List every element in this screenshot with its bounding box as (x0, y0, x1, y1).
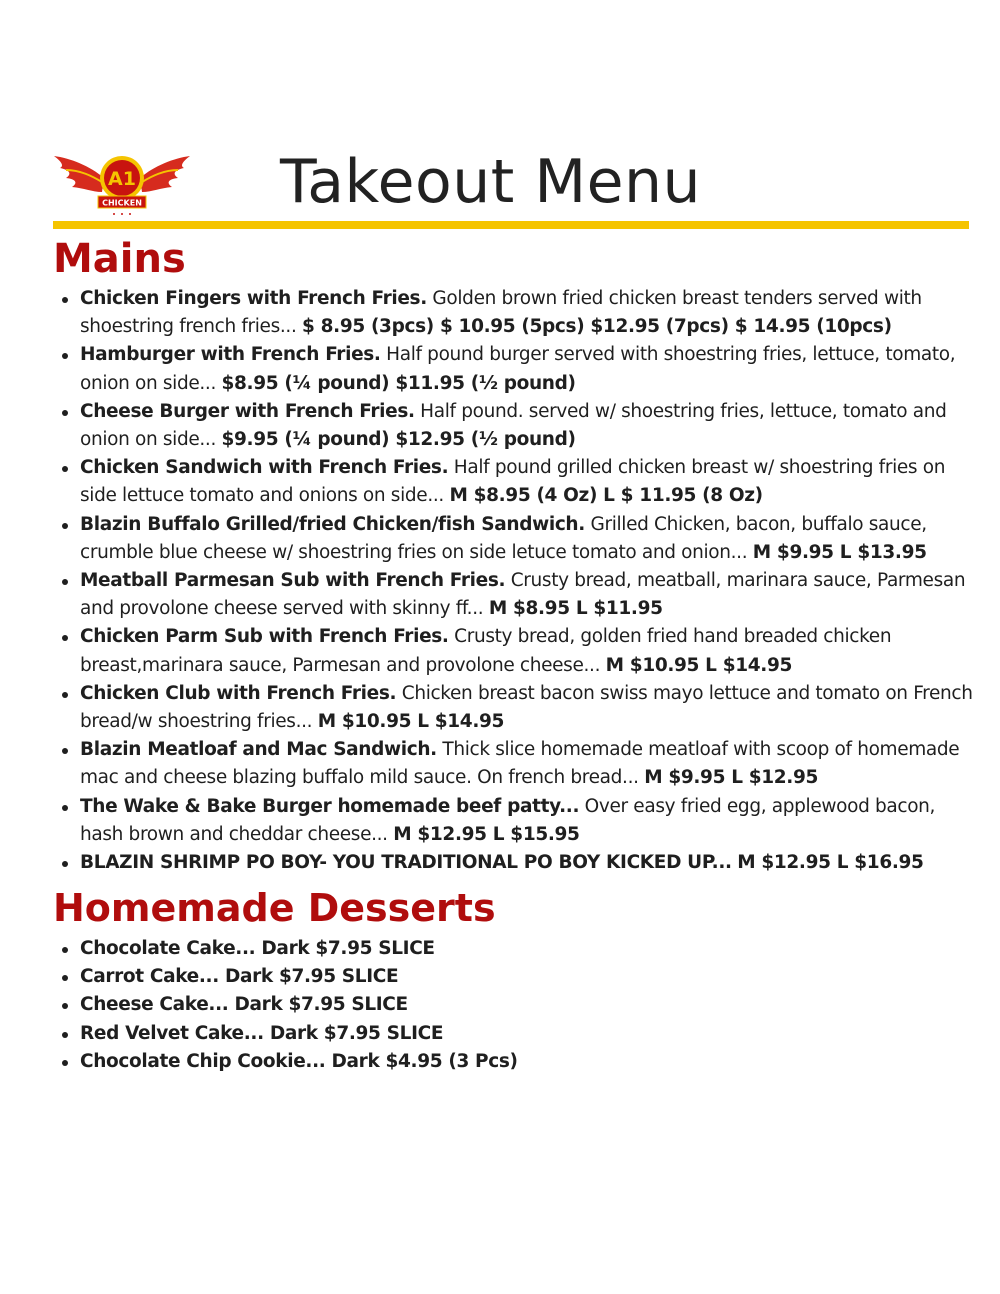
item-price: M $10.95 L $14.95 (317, 711, 505, 733)
menu-item (53, 793, 973, 849)
item-name: Cheese Burger with French Fries. (80, 400, 415, 422)
menu-item (53, 736, 973, 792)
page-header (52, 140, 970, 232)
item-name: Chicken Fingers with French Fries. (80, 288, 427, 309)
item-description: Grilled Chicken, bacon, buffalo sauce, crumble blue cheese w/ shoestring fries on side letuce tomato and onion... (80, 513, 927, 563)
menu-item (53, 567, 973, 623)
mains-list (53, 285, 973, 877)
header-divider (53, 221, 969, 229)
item-name: Chicken Club with French Fries. (80, 682, 397, 704)
menu-item (53, 341, 973, 397)
item-description: Over easy fried egg, applewood bacon, hash brown and cheddar cheese... (80, 795, 936, 845)
dessert-item: Cheese Cake... Dark $7.95 SLICE (53, 991, 973, 1019)
menu-item (53, 849, 973, 877)
item-price: M $12.95 L $16.95 (737, 852, 924, 874)
menu-item (53, 285, 973, 341)
item-name: The Wake & Bake Burger homemade beef patty... (80, 795, 580, 817)
item-price: $9.95 (¼ pound) $12.95 (½ pound) (221, 429, 576, 451)
item-price: M $8.95 (4 Oz) L $ 11.95 (8 Oz) (449, 485, 763, 507)
item-description: Golden brown fried chicken breast tenders served with shoestring french fries... (80, 288, 922, 338)
item-description: Half pound grilled chicken breast w/ shoestring fries on side lettuce tomato and onions on side... (80, 457, 946, 507)
item-name: Blazin Meatloaf and Mac Sandwich. (80, 739, 437, 761)
item-description: Half pound burger served with shoestring fries, lettuce, tomato, onion on side... (80, 344, 956, 394)
page-title: Takeout Menu (280, 147, 702, 217)
item-name: Chicken Sandwich with French Fries. (80, 457, 449, 479)
item-description: Half pound. served w/ shoestring fries, lettuce, tomato and onion on side... (80, 400, 947, 451)
item-name: Meatball Parmesan Sub with French Fries. (80, 570, 506, 592)
item-price: M $9.95 L $13.95 (752, 541, 927, 563)
item-description: Thick slice homemade meatloaf with scoop of homemade mac and cheese blazing buffalo mild sauce. On french bread... (80, 739, 960, 789)
dessert-item: Carrot Cake... Dark $7.95 SLICE (53, 963, 973, 991)
logo-banner-text: CHICKEN (102, 198, 142, 208)
item-name: Chicken Parm Sub with French Fries. (80, 626, 449, 648)
menu-item (53, 511, 973, 567)
item-price: $8.95 (¼ pound) $11.95 (½ pound) (221, 372, 576, 394)
menu-item (53, 398, 973, 454)
desserts-heading: Homemade Desserts (53, 886, 496, 930)
item-price: M $10.95 L $14.95 (605, 654, 792, 676)
item-description: Crusty bread, meatball, marinara sauce, Parmesan and provolone cheese served with skinny ff... (80, 570, 966, 620)
dessert-item: Chocolate Chip Cookie... Dark $4.95 (3 Pcs) (53, 1048, 973, 1076)
a1-chicken-logo (52, 148, 192, 218)
menu-item (53, 680, 973, 736)
item-name: Hamburger with French Fries. (80, 344, 381, 366)
mains-heading: Mains (53, 236, 186, 282)
item-price: M $12.95 L $15.95 (393, 823, 580, 845)
item-price: M $8.95 L $11.95 (488, 598, 663, 620)
menu-item (53, 623, 973, 679)
desserts-list (53, 935, 973, 1076)
item-price: M $9.95 L $12.95 (644, 767, 819, 789)
item-name: BLAZIN SHRIMP PO BOY- YOU TRADITIONAL PO BOY KICKED UP... (80, 852, 732, 874)
item-price: $ 8.95 (3pcs) $ 10.95 (5pcs) $12.95 (7pcs) $ 14.95 (10pcs) (302, 316, 892, 338)
dessert-item: Red Velvet Cake... Dark $7.95 SLICE (53, 1020, 973, 1048)
item-description: Crusty bread, golden fried hand breaded chicken breast,marinara sauce, Parmesan and provolone cheese... (80, 626, 892, 676)
item-description: Chicken breast bacon swiss mayo lettuce and tomato on French bread/w shoestring fries... (80, 682, 973, 733)
item-name: Blazin Buffalo Grilled/fried Chicken/fish Sandwich. (80, 513, 585, 535)
logo-text: A1 (108, 168, 136, 190)
dessert-item: Chocolate Cake... Dark $7.95 SLICE (53, 935, 973, 963)
menu-item (53, 454, 973, 510)
